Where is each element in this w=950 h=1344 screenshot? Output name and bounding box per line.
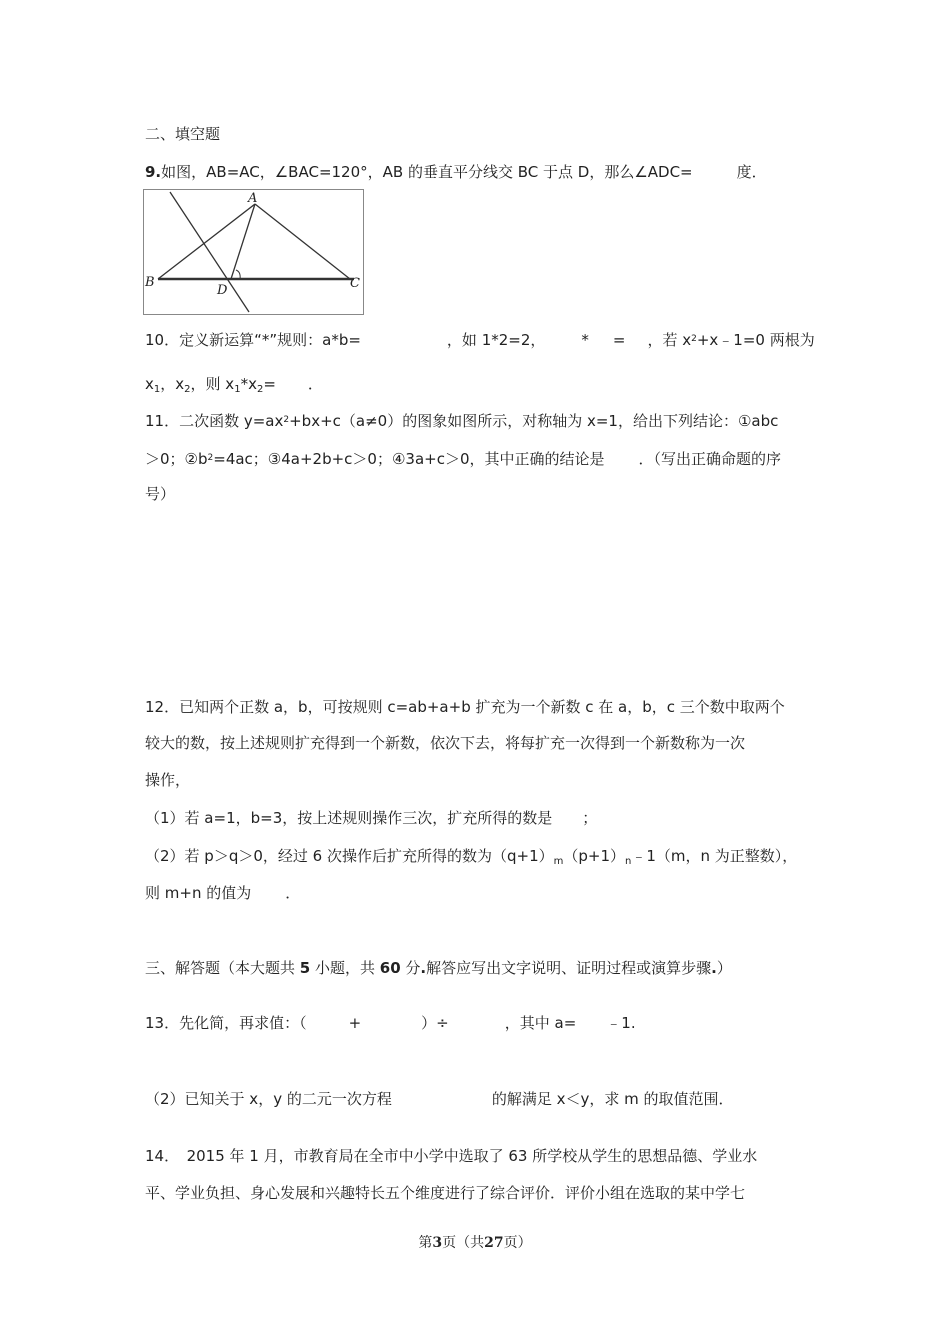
segment-ac — [255, 204, 350, 279]
question-11-line-1: 11．二次函数 $y=ax^2+bx+c(a\ne 0)$的图象如图所示，对称轴为 x=1，给出下列结论：①abc — [145, 412, 779, 430]
label-c: C — [350, 276, 360, 291]
question-12-part-2: （2）若 p＞q＞0，经过 6 次操作后扩充所得的数为$(q+1)_m(p+1)_n﹣1(m$，n 为正整数）， — [145, 847, 798, 867]
perpendicular-bisector — [170, 192, 249, 312]
question-10-line-1: 10．定义新运算“*”规则：a*b= ，如 1*2=2， * = ，若 $x^2+x﹣1=0$ 两根为 — [145, 331, 815, 349]
section-heading-answer: 三、解答题（本大题共 5 小题，共 60 分.解答应写出文字说明、证明过程或演算步骤.） — [145, 959, 732, 977]
page-footer: 第3页（共27页） — [418, 1235, 532, 1251]
question-12-line-1: 12．已知两个正数 a，b，可按规则 c=ab+a+b 扩充为一个新数 c 在 a，b，c 三个数中取两个 — [145, 698, 785, 716]
section-heading-fill-blank: 二、填空题 — [145, 125, 221, 143]
label-b: B — [145, 275, 155, 290]
question-13-part-2: （2）已知关于 x，y 的二元一次方程 的解满足 x＜y，求 m 的取值范围． — [145, 1090, 734, 1108]
question-12-part-2-cont: 则 m+n 的值为 ． — [145, 884, 301, 902]
label-d: D — [217, 283, 228, 298]
question-11-line-2: ＞0；$②b^2=4ac$；③4a+2b+c＞0；④3a+c＞0，其中正确的结论是 ．（写出正确命题的序 — [145, 450, 782, 468]
question-12-line-3: 操作， — [145, 771, 191, 789]
question-12-line-2: 较大的数，按上述规则扩充得到一个新数，依次下去，将每扩充一次得到一个新数称为一次 — [145, 734, 746, 752]
question-11-line-3: 号） — [145, 485, 176, 503]
question-9: 9.如图，AB=AC，∠BAC=120°，AB 的垂直平分线交 BC 于点 D，那么∠ADC= 度． — [145, 163, 767, 181]
question-14-line-1: 14． 2015 年 1 月，市教育局在全市中小学中选取了 63 所学校从学生的思想品德、学业水 — [145, 1147, 758, 1165]
triangle-diagram — [144, 190, 363, 314]
label-a: A — [248, 191, 258, 206]
segment-ad — [231, 204, 255, 279]
question-10-line-2: $x_1$，$x_2$，则 $x_1*x_2=$ ． — [145, 375, 323, 395]
question-12-part-1: （1）若 a=1，b=3，按上述规则操作三次，扩充所得的数是 ； — [145, 809, 598, 827]
question-14-line-2: 平、学业负担、身心发展和兴趣特长五个维度进行了综合评价．评价小组在选取的某中学七 — [145, 1184, 746, 1202]
triangle-figure — [143, 189, 364, 315]
question-number: 9. — [145, 163, 162, 181]
question-13: 13．先化简，再求值：（ + ）÷ ，其中 a= ﹣1. — [145, 1014, 636, 1032]
segment-ab — [158, 204, 255, 279]
angle-adc-arc — [236, 270, 240, 279]
